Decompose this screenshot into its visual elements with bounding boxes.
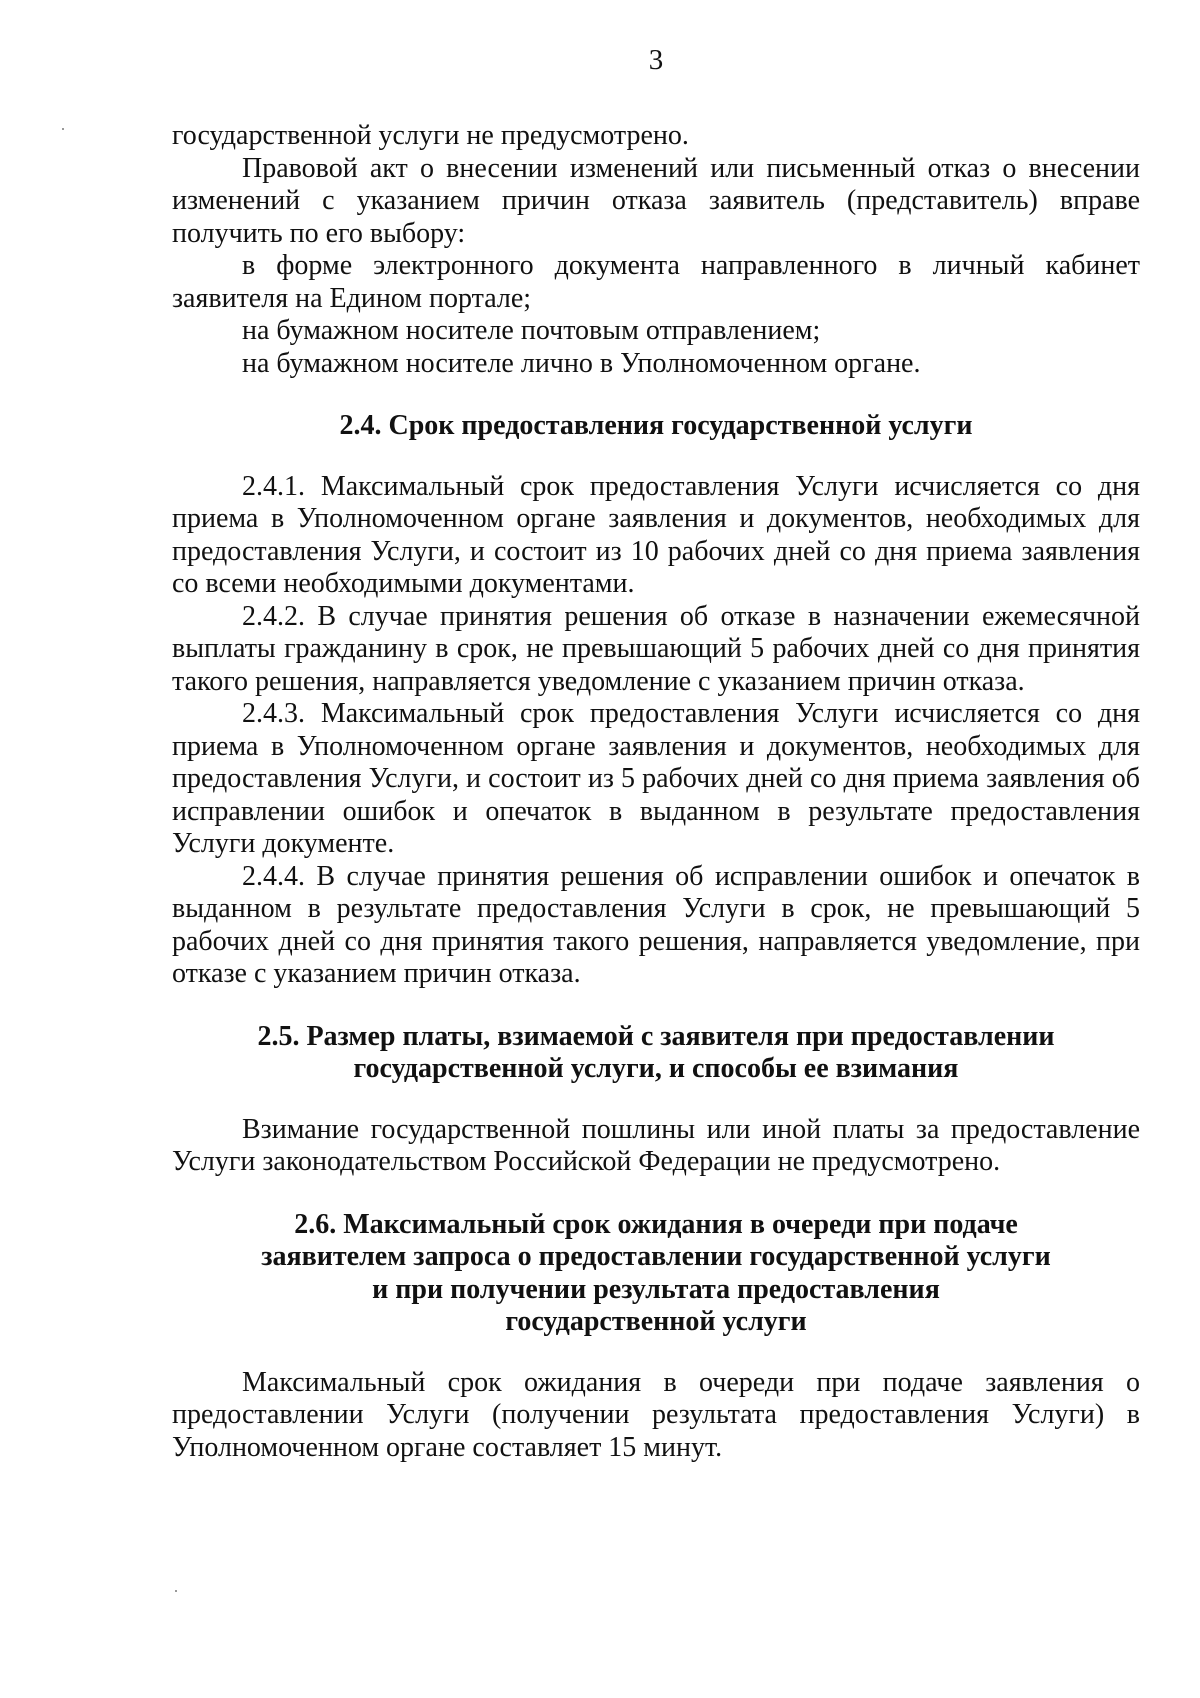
document-page xyxy=(172,40,1140,1464)
paragraph-2-4-2: 2.4.2. В случае принятия решения об отказе в назначении ежемесячной выплаты гражданину в срок, не превышающий 5 рабочих дней со дня принятия такого решения, направляется уведомление с указанием причин отказа. xyxy=(172,600,1140,697)
intro-continuation: государственной услуги не предусмотрено. xyxy=(172,120,689,151)
intro-paragraph: Правовой акт о внесении изменений или письменный отказ о внесении изменений с указанием причин отказа заявитель (представитель) вправе получить по его выбору: xyxy=(172,152,1140,249)
paragraph-2-4-1: 2.4.1. Максимальный срок предоставления Услуги исчисляется со дня приема в Уполномоченном органе заявления и документов, необходимых для предоставления Услуги, и состоит из 10 рабочих дней со дня приема заявления со всеми необходимыми документами. xyxy=(172,470,1140,599)
section-2-5-title-line: государственной услуги, и способы ее взимания xyxy=(353,1053,959,1084)
paragraph-2-4-4: 2.4.4. В случае принятия решения об исправлении ошибок и опечаток в выданном в результате предоставления Услуги в срок, не превышающий 5 рабочих дней со дня принятия такого решения, направляется уведомление, при отказе с указанием причин отказа. xyxy=(172,860,1140,989)
section-2-6-title-line: и при получении результата предоставления xyxy=(372,1273,940,1305)
section-2-6-title xyxy=(172,1209,1140,1339)
paragraph-2-4-3: 2.4.3. Максимальный срок предоставления Услуги исчисляется со дня приема в Уполномоченном органе заявления и документов, необходимых для предоставления Услуги, и состоит из 5 рабочих дней со дня приема заявления об исправлении ошибок и опечаток в выданном в результате предоставления Услуги документе. xyxy=(172,698,1140,859)
paragraph-2-5: Взимание государственной пошлины или иной платы за предоставление Услуги законодательством Российской Федерации не предусмотрено. xyxy=(172,1113,1140,1177)
option-mail: на бумажном носителе почтовым отправлением; xyxy=(242,315,821,346)
page-number: 3 xyxy=(648,44,664,76)
section-2-6-body xyxy=(172,1367,1140,1465)
scan-speck xyxy=(62,128,64,130)
section-2-5-body xyxy=(172,1114,1140,1179)
scan-speck xyxy=(175,1590,177,1592)
paragraph-2-6: Максимальный срок ожидания в очереди при подаче заявления о предоставлении Услуги (получении результата предоставления Услуги) в Уполномоченном органе составляет 15 минут. xyxy=(172,1366,1140,1463)
section-2-6-title-line: государственной услуги xyxy=(505,1306,807,1337)
section-2-6-title-line: 2.6. Максимальный срок ожидания в очереди при подаче xyxy=(294,1208,1018,1240)
section-2-6-title-line: заявителем запроса о предоставлении государственной услуги xyxy=(261,1241,1051,1272)
section-2-5-title-line: 2.5. Размер платы, взимаемой с заявителя при предоставлении xyxy=(257,1020,1055,1052)
section-2-4-title: 2.4. Срок предоставления государственной услуги xyxy=(339,410,973,441)
option-in-person: на бумажном носителе лично в Уполномоченном органе. xyxy=(242,347,921,379)
section-2-4-body xyxy=(172,471,1140,991)
option-electronic: в форме электронного документа направленного в личный кабинет заявителя на Едином портале; xyxy=(172,250,1140,314)
section-2-5-title xyxy=(172,1021,1140,1086)
